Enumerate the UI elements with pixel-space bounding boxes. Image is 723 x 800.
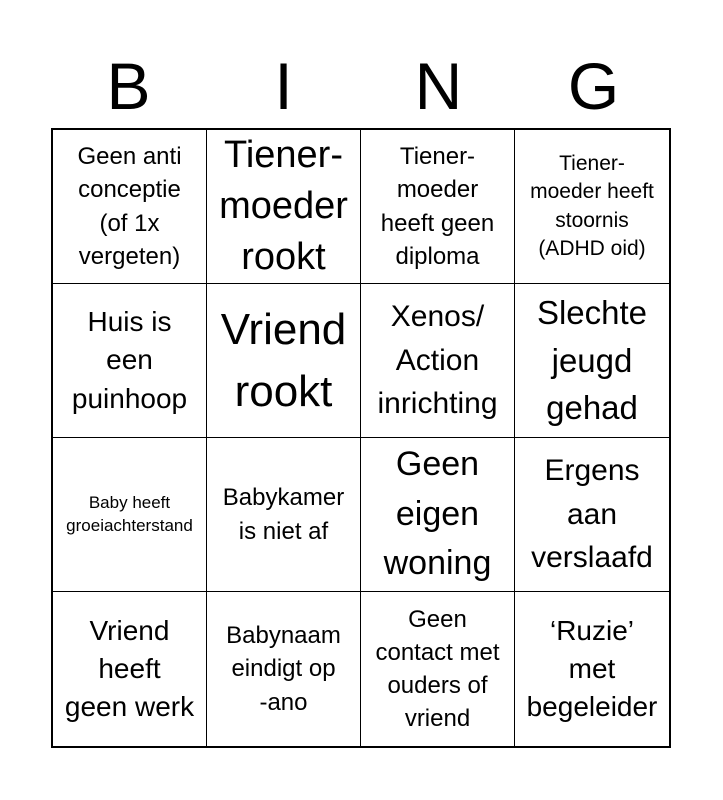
header-letter-i: I — [274, 49, 293, 123]
bingo-cell-text: Geen anti conceptie (of 1x vergeten) — [77, 143, 182, 270]
bingo-cell-text: Tiener- moeder heeft stoornis (ADHD oid) — [530, 151, 654, 260]
bingo-cell-text: ‘Ruzie’ met begeleider — [526, 614, 658, 723]
bingo-cell-r3c4[interactable] — [515, 438, 669, 592]
bingo-cell-r3c3[interactable] — [361, 438, 515, 592]
bingo-cell-r4c3[interactable] — [361, 592, 515, 746]
bingo-cell-text: Baby heeft groeiachterstand — [66, 492, 193, 535]
bingo-cell-r1c4[interactable] — [515, 130, 669, 284]
bingo-cell-text: Slechte jeugd gehad — [536, 293, 648, 427]
bingo-cell-r1c1[interactable] — [53, 130, 207, 284]
bingo-cell-text: Tiener- moeder heeft geen diploma — [380, 143, 495, 270]
bingo-cell-r2c2[interactable] — [207, 284, 361, 438]
bingo-cell-text: Xenos/ Action inrichting — [377, 300, 498, 421]
bingo-cell-r3c2[interactable] — [207, 438, 361, 592]
bingo-cell-r2c4[interactable] — [515, 284, 669, 438]
header-letter-b: B — [106, 49, 151, 123]
header-letter-g: G — [567, 49, 620, 123]
bingo-cell-r4c2[interactable] — [207, 592, 361, 746]
bingo-cell-text: Vriend rookt — [220, 304, 347, 416]
bingo-cell-text: Tiener- moeder rookt — [219, 133, 348, 279]
bingo-header — [51, 50, 671, 122]
bingo-cell-text: Vriend heeft geen werk — [64, 614, 195, 723]
bingo-cell-text: Huis is een puinhoop — [71, 306, 188, 414]
bingo-cell-text: Ergens aan verslaafd — [531, 454, 653, 575]
bingo-cell-text: Babykamer is niet af — [222, 484, 345, 545]
bingo-cell-r2c3[interactable] — [361, 284, 515, 438]
bingo-cell-text: Babynaam eindigt op -ano — [226, 622, 341, 716]
header-letter-n: N — [414, 49, 463, 123]
bingo-cell-text: Geen contact met ouders of vriend — [375, 605, 500, 733]
bingo-cell-r3c1[interactable] — [53, 438, 207, 592]
bingo-cell-r2c1[interactable] — [53, 284, 207, 438]
bingo-card-grid — [51, 128, 671, 748]
bingo-cell-r4c4[interactable] — [515, 592, 669, 746]
bingo-cell-r1c3[interactable] — [361, 130, 515, 284]
bingo-cell-r4c1[interactable] — [53, 592, 207, 746]
bingo-cell-r1c2[interactable] — [207, 130, 361, 284]
bingo-cell-text: Geen eigen woning — [383, 444, 492, 583]
